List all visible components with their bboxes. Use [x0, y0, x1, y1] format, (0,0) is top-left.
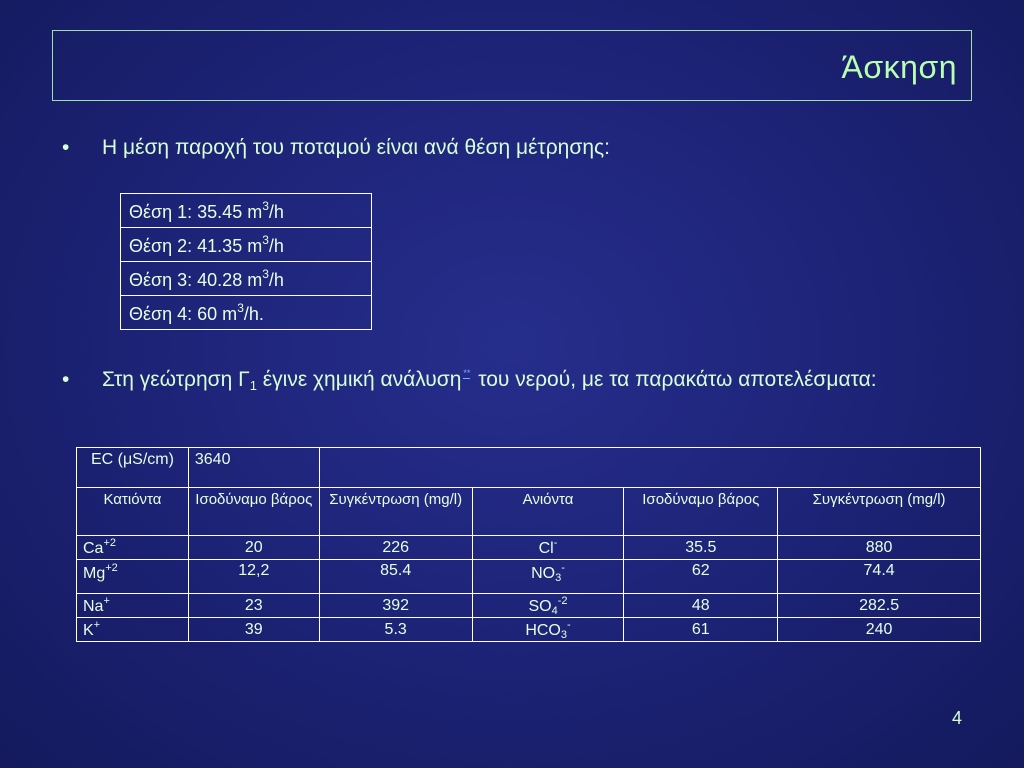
- ec-row: [77, 448, 981, 488]
- ec-empty-cell: [319, 448, 980, 488]
- header-anions: Ανιόντα: [472, 488, 624, 536]
- table-row: [77, 536, 981, 560]
- bullet-dot: •: [62, 136, 70, 159]
- slide-title: Άσκηση: [841, 49, 957, 85]
- bullet-text: Η μέση παροχή του ποταμού είναι ανά θέση μέτρησης:: [102, 136, 610, 159]
- anion-eq-weight: 61: [624, 618, 778, 642]
- position-row: [121, 296, 372, 330]
- ec-label: EC (μS/cm): [77, 448, 189, 488]
- cation-cell: $Mg^{+2}$: [77, 560, 189, 594]
- cation-concentration: 85.4: [319, 560, 472, 594]
- position-cell: Θέση 3: 40.28 $m^3/h$: [121, 262, 372, 296]
- header-row: [77, 488, 981, 536]
- table-row: [77, 560, 981, 594]
- anion-concentration: 880: [778, 536, 981, 560]
- position-row: [121, 194, 372, 228]
- position-cell: Θέση 4: 60 $m^3/h$.: [121, 296, 372, 330]
- anion-eq-weight: 35.5: [624, 536, 778, 560]
- cation-concentration: 392: [319, 594, 472, 618]
- anion-cell: Cl-: [472, 536, 624, 560]
- position-row: [121, 262, 372, 296]
- cation-eq-weight: 23: [188, 594, 319, 618]
- header-anion-concentration: Συγκέντρωση (mg/l): [778, 488, 981, 536]
- position-row: [121, 228, 372, 262]
- chemical-analysis-table: [76, 447, 981, 642]
- header-cations: Κατιόντα: [77, 488, 189, 536]
- cation-eq-weight: 12,2: [188, 560, 319, 594]
- anion-eq-weight: 62: [624, 560, 778, 594]
- anion-cell: NO3-: [472, 560, 624, 594]
- cation-eq-weight: 39: [188, 618, 319, 642]
- anion-cell: $SO4^{-2}$: [472, 594, 624, 618]
- anion-cell: HCO3-: [472, 618, 624, 642]
- cation-eq-weight: 20: [188, 536, 319, 560]
- positions-table: [120, 193, 372, 330]
- anion-concentration: 282.5: [778, 594, 981, 618]
- cation-concentration: 226: [319, 536, 472, 560]
- table-row: [77, 594, 981, 618]
- ec-value: 3640: [188, 448, 319, 488]
- cation-cell: Na+: [77, 594, 189, 618]
- position-cell: Θέση 2: 41.35 $m^3/h$: [121, 228, 372, 262]
- anion-concentration: 74.4: [778, 560, 981, 594]
- header-cation-concentration: Συγκέντρωση (mg/l): [319, 488, 472, 536]
- page-number: 4: [951, 708, 962, 728]
- bullet-chemical-analysis: • Στη γεώτρηση $\Gamma_1$ έγινε χημική ανάλυση ** του νερού, με τα παρακάτω αποτελέσματα:: [62, 368, 877, 393]
- anion-concentration: 240: [778, 618, 981, 642]
- bullet-river-flow: [62, 134, 610, 162]
- cation-cell: $Ca^{+2}$: [77, 536, 189, 560]
- header-anion-eq-weight: Ισοδύναμο βάρος: [624, 488, 778, 536]
- cation-concentration: 5.3: [319, 618, 472, 642]
- anion-eq-weight: 48: [624, 594, 778, 618]
- bullet-dot: •: [62, 368, 70, 391]
- cation-cell: K+: [77, 618, 189, 642]
- header-cation-eq-weight: Ισοδύναμο βάρος: [188, 488, 319, 536]
- title-frame: [52, 30, 972, 101]
- table-row: [77, 618, 981, 642]
- position-cell: Θέση 1: 35.45 $m^3/h$: [121, 194, 372, 228]
- footnote-link[interactable]: **: [463, 368, 471, 378]
